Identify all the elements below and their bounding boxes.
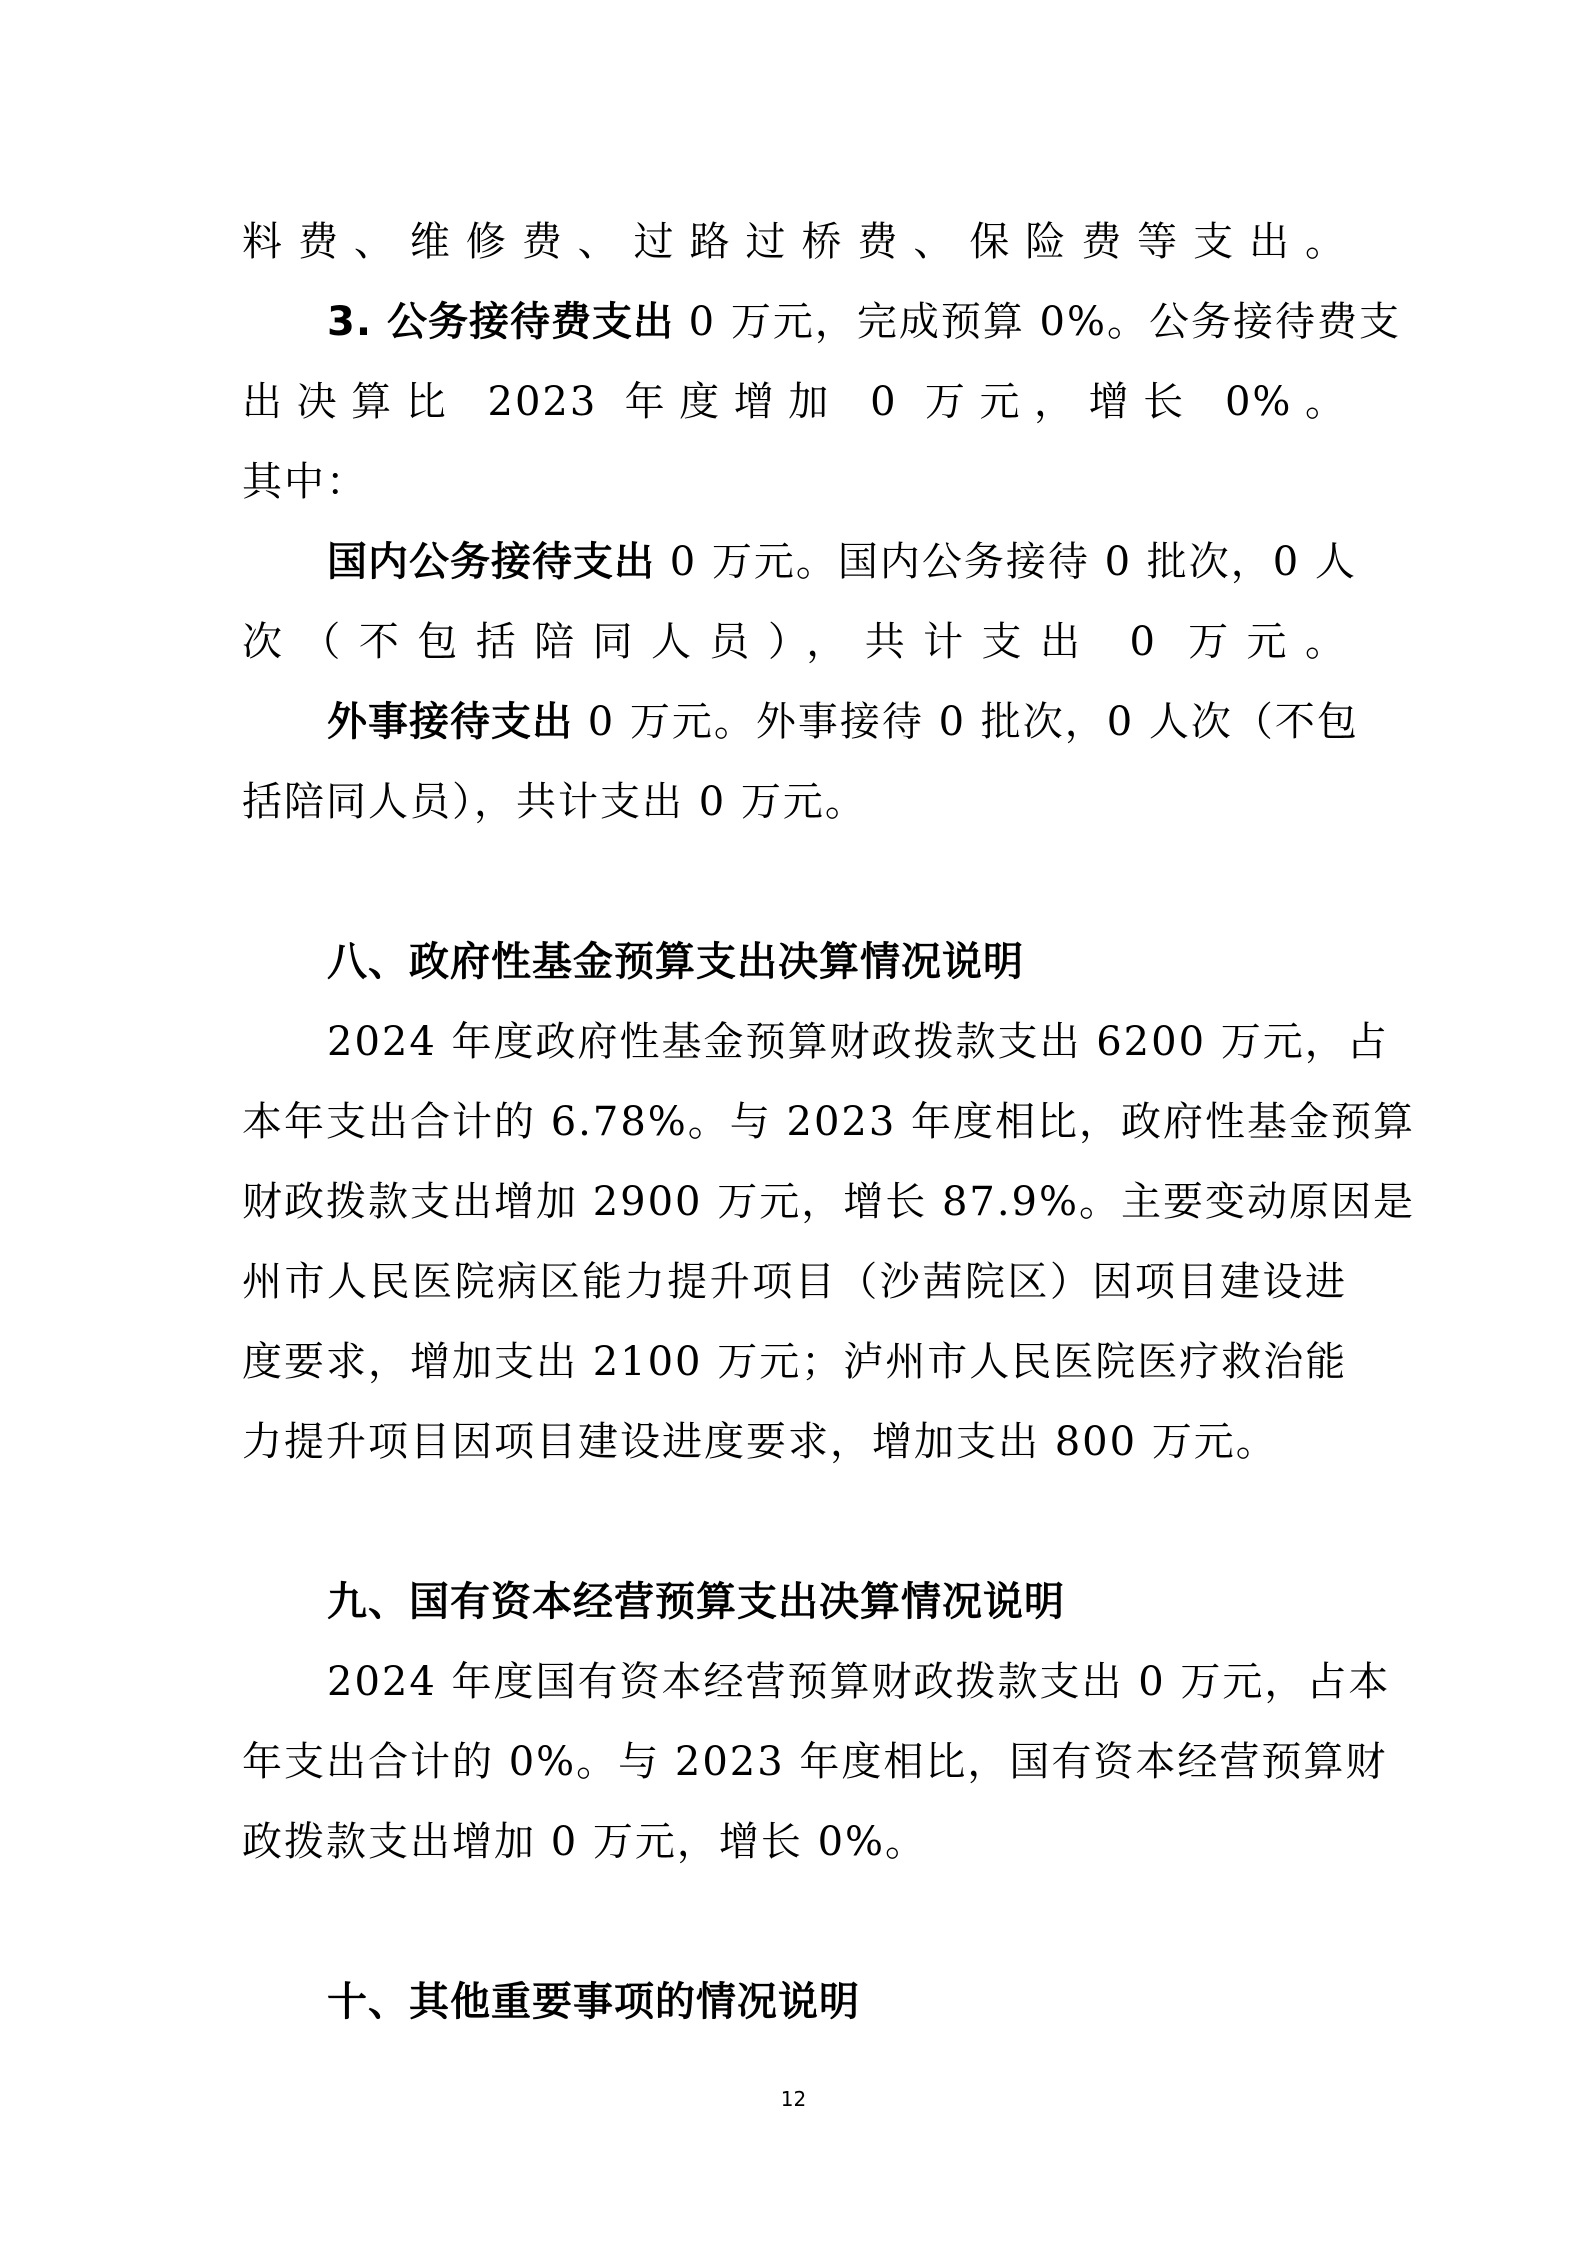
paragraph-line <box>327 296 1402 348</box>
paragraph-line: 州市人民医院病区能力提升项目（沙茜院区）因项目建设进 <box>242 1259 1347 1305</box>
paragraph-text: 0 万元。外事接待 0 批次，0 人次（不包 <box>573 699 1359 745</box>
paragraph-text: 0 万元，完成预算 0%。公务接待费支 <box>673 299 1402 345</box>
paragraph-line: 年支出合计的 0%。与 2023 年度相比，国有资本经营预算财 <box>242 1739 1388 1785</box>
paragraph-line: 本年支出合计的 6.78%。与 2023 年度相比，政府性基金预算 <box>242 1099 1416 1145</box>
item-label-domestic-reception: 国内公务接待支出 <box>327 539 655 585</box>
paragraph-line: 力提升项目因项目建设进度要求，增加支出 800 万元。 <box>242 1419 1278 1465</box>
paragraph-line: 出决算比 2023 年度增加 0 万元，增长 0%。 <box>242 379 1347 425</box>
paragraph-line: 其中： <box>242 459 368 505</box>
paragraph-line: 政拨款支出增加 0 万元，增长 0%。 <box>242 1819 928 1865</box>
paragraph-line: 料费、维修费、过路过桥费、保险费等支出。 <box>242 219 1347 265</box>
section-heading-10: 十、其他重要事项的情况说明 <box>327 1979 860 2025</box>
section-heading-9: 九、国有资本经营预算支出决算情况说明 <box>327 1579 1065 1625</box>
paragraph-line: 度要求，增加支出 2100 万元；泸州市人民医院医疗救治能 <box>242 1339 1348 1385</box>
page-number: 12 <box>780 2087 807 2111</box>
section-heading-8: 八、政府性基金预算支出决算情况说明 <box>327 939 1024 985</box>
paragraph-text: 0 万元。国内公务接待 0 批次，0 人 <box>655 539 1357 585</box>
paragraph-line: 括陪同人员），共计支出 0 万元。 <box>242 779 867 825</box>
paragraph-line: 财政拨款支出增加 2900 万元，增长 87.9%。主要变动原因是 <box>242 1179 1416 1225</box>
item-label-reception-fee: 3. 公务接待费支出 <box>327 299 674 345</box>
paragraph-line: 2024 年度国有资本经营预算财政拨款支出 0 万元，占本 <box>327 1659 1391 1705</box>
paragraph-line <box>327 696 1359 748</box>
item-label-foreign-reception: 外事接待支出 <box>327 699 573 745</box>
paragraph-line <box>327 536 1357 588</box>
paragraph-line: 2024 年度政府性基金预算财政拨款支出 6200 万元，占 <box>327 1019 1389 1065</box>
paragraph-line: 次（不包括陪同人员），共计支出 0 万元。 <box>242 619 1347 665</box>
